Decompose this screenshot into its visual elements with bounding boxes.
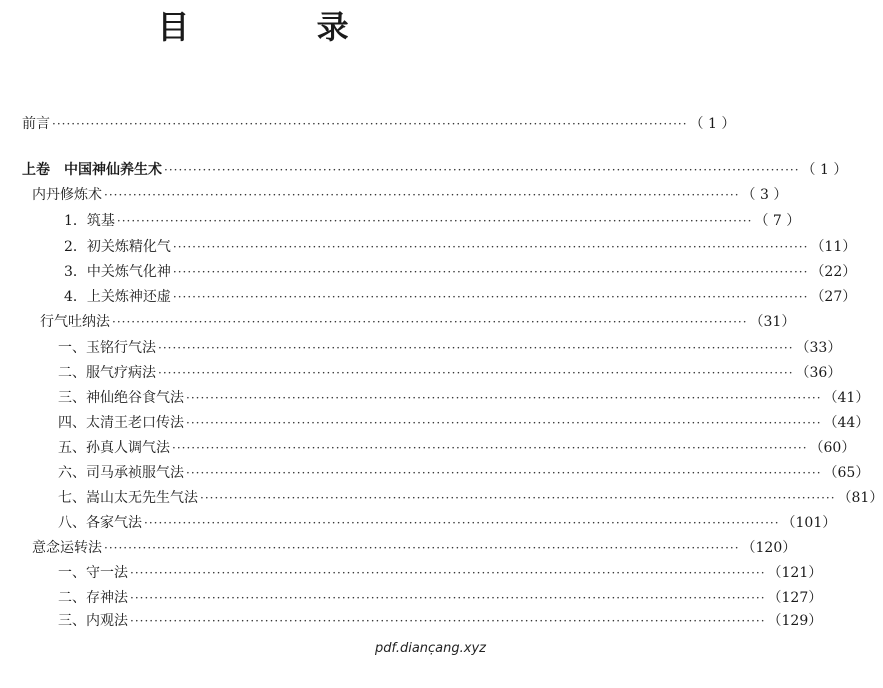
leader-dots: ···································································································································· xyxy=(112,315,748,329)
page-number: （81） xyxy=(837,490,883,506)
entry-title: 二、存神法 xyxy=(58,590,128,606)
entry-title: 意念运转法 xyxy=(32,540,102,556)
toc-entry[interactable] xyxy=(0,387,870,409)
entry-title: 三、神仙绝谷食气法 xyxy=(58,390,184,406)
entry-title: 五、孙真人调气法 xyxy=(58,440,170,456)
entry-title: 二、服气疗病法 xyxy=(58,365,156,381)
page-number: （101） xyxy=(781,515,837,531)
leader-dots: ···································································································································· xyxy=(130,566,766,580)
leader-dots: ···································································································································· xyxy=(172,240,809,254)
entry-title: 一、守一法 xyxy=(58,565,128,581)
toc-entry[interactable] xyxy=(0,437,856,459)
toc-entry[interactable] xyxy=(0,462,870,484)
leader-dots: ···································································································································· xyxy=(172,290,809,304)
page-number: （11） xyxy=(810,239,857,255)
watermark: pdf.dianc̣ang.xyz xyxy=(374,641,486,656)
toc-entry[interactable] xyxy=(0,236,857,258)
page-number: （ 3 ） xyxy=(741,187,788,203)
leader-dots: ···································································································································· xyxy=(116,214,753,228)
toc-entry[interactable] xyxy=(0,159,848,181)
entry-title: 六、司马承祯服气法 xyxy=(58,465,184,481)
toc-entry[interactable] xyxy=(0,184,788,206)
page-number: （31） xyxy=(749,314,796,330)
toc-entry[interactable] xyxy=(0,210,801,232)
page-number: （27） xyxy=(810,289,857,305)
entry-title: 前言 xyxy=(22,116,50,132)
page-number: （44） xyxy=(823,415,870,431)
leader-dots: ···································································································································· xyxy=(158,341,794,355)
leader-dots: ···································································································································· xyxy=(200,491,836,505)
entry-title: 内丹修炼术 xyxy=(32,187,102,203)
leader-dots: ···································································································································· xyxy=(186,416,822,430)
page-number: （41） xyxy=(823,390,870,406)
leader-dots: ···································································································································· xyxy=(186,391,822,405)
page-number: （120） xyxy=(741,540,797,556)
entry-title: 八、各家气法 xyxy=(58,515,142,531)
toc-entry[interactable] xyxy=(0,487,883,509)
toc-entry[interactable] xyxy=(0,537,797,559)
page-number: （121） xyxy=(767,565,823,581)
toc-entry[interactable] xyxy=(0,261,857,283)
page-number: （ 1 ） xyxy=(689,116,736,132)
toc-entry[interactable] xyxy=(0,562,823,584)
toc-entry[interactable] xyxy=(0,512,837,534)
entry-title: 4．上关炼神还虚 xyxy=(64,289,171,305)
page-number: （60） xyxy=(809,440,856,456)
entry-title: 1．筑基 xyxy=(64,213,115,229)
entry-title: 七、嵩山太无先生气法 xyxy=(58,490,198,506)
leader-dots: ···································································································································· xyxy=(130,614,766,628)
leader-dots: ···································································································································· xyxy=(158,366,794,380)
toc-entry[interactable] xyxy=(0,286,857,308)
entry-title: 一、玉铭行气法 xyxy=(58,340,156,356)
page-number: （65） xyxy=(823,465,870,481)
toc-entry[interactable] xyxy=(0,362,842,384)
page-number: （129） xyxy=(767,613,823,629)
toc-entry[interactable] xyxy=(0,610,823,632)
toc-entry[interactable] xyxy=(0,337,842,359)
entry-title: 2．初关炼精化气 xyxy=(64,239,171,255)
entry-title: 行气吐纳法 xyxy=(40,314,110,330)
page-number: （22） xyxy=(810,264,857,280)
entry-title: 四、太清王老口传法 xyxy=(58,415,184,431)
leader-dots: ···································································································································· xyxy=(164,163,800,177)
leader-dots: ···································································································································· xyxy=(104,541,740,555)
leader-dots: ···································································································································· xyxy=(172,265,809,279)
toc-entry[interactable] xyxy=(0,311,796,333)
leader-dots: ···································································································································· xyxy=(104,188,740,202)
leader-dots: ···································································································································· xyxy=(130,591,766,605)
page-number: （33） xyxy=(795,340,842,356)
toc-entry[interactable] xyxy=(0,412,870,434)
leader-dots: ···································································································································· xyxy=(52,117,688,131)
toc-entry[interactable] xyxy=(0,113,736,135)
entry-title: 3．中关炼气化神 xyxy=(64,264,171,280)
entry-title: 三、内观法 xyxy=(58,613,128,629)
leader-dots: ···································································································································· xyxy=(144,516,780,530)
page-title: 目 录 xyxy=(157,8,407,46)
leader-dots: ···································································································································· xyxy=(172,441,808,455)
page-number: （ 1 ） xyxy=(801,162,848,178)
leader-dots: ···································································································································· xyxy=(186,466,822,480)
entry-title: 上卷 中国神仙养生术 xyxy=(22,162,162,178)
page-number: （36） xyxy=(795,365,842,381)
page-number: （ 7 ） xyxy=(754,213,801,229)
page-number: （127） xyxy=(767,590,823,606)
toc-entry[interactable] xyxy=(0,587,823,609)
